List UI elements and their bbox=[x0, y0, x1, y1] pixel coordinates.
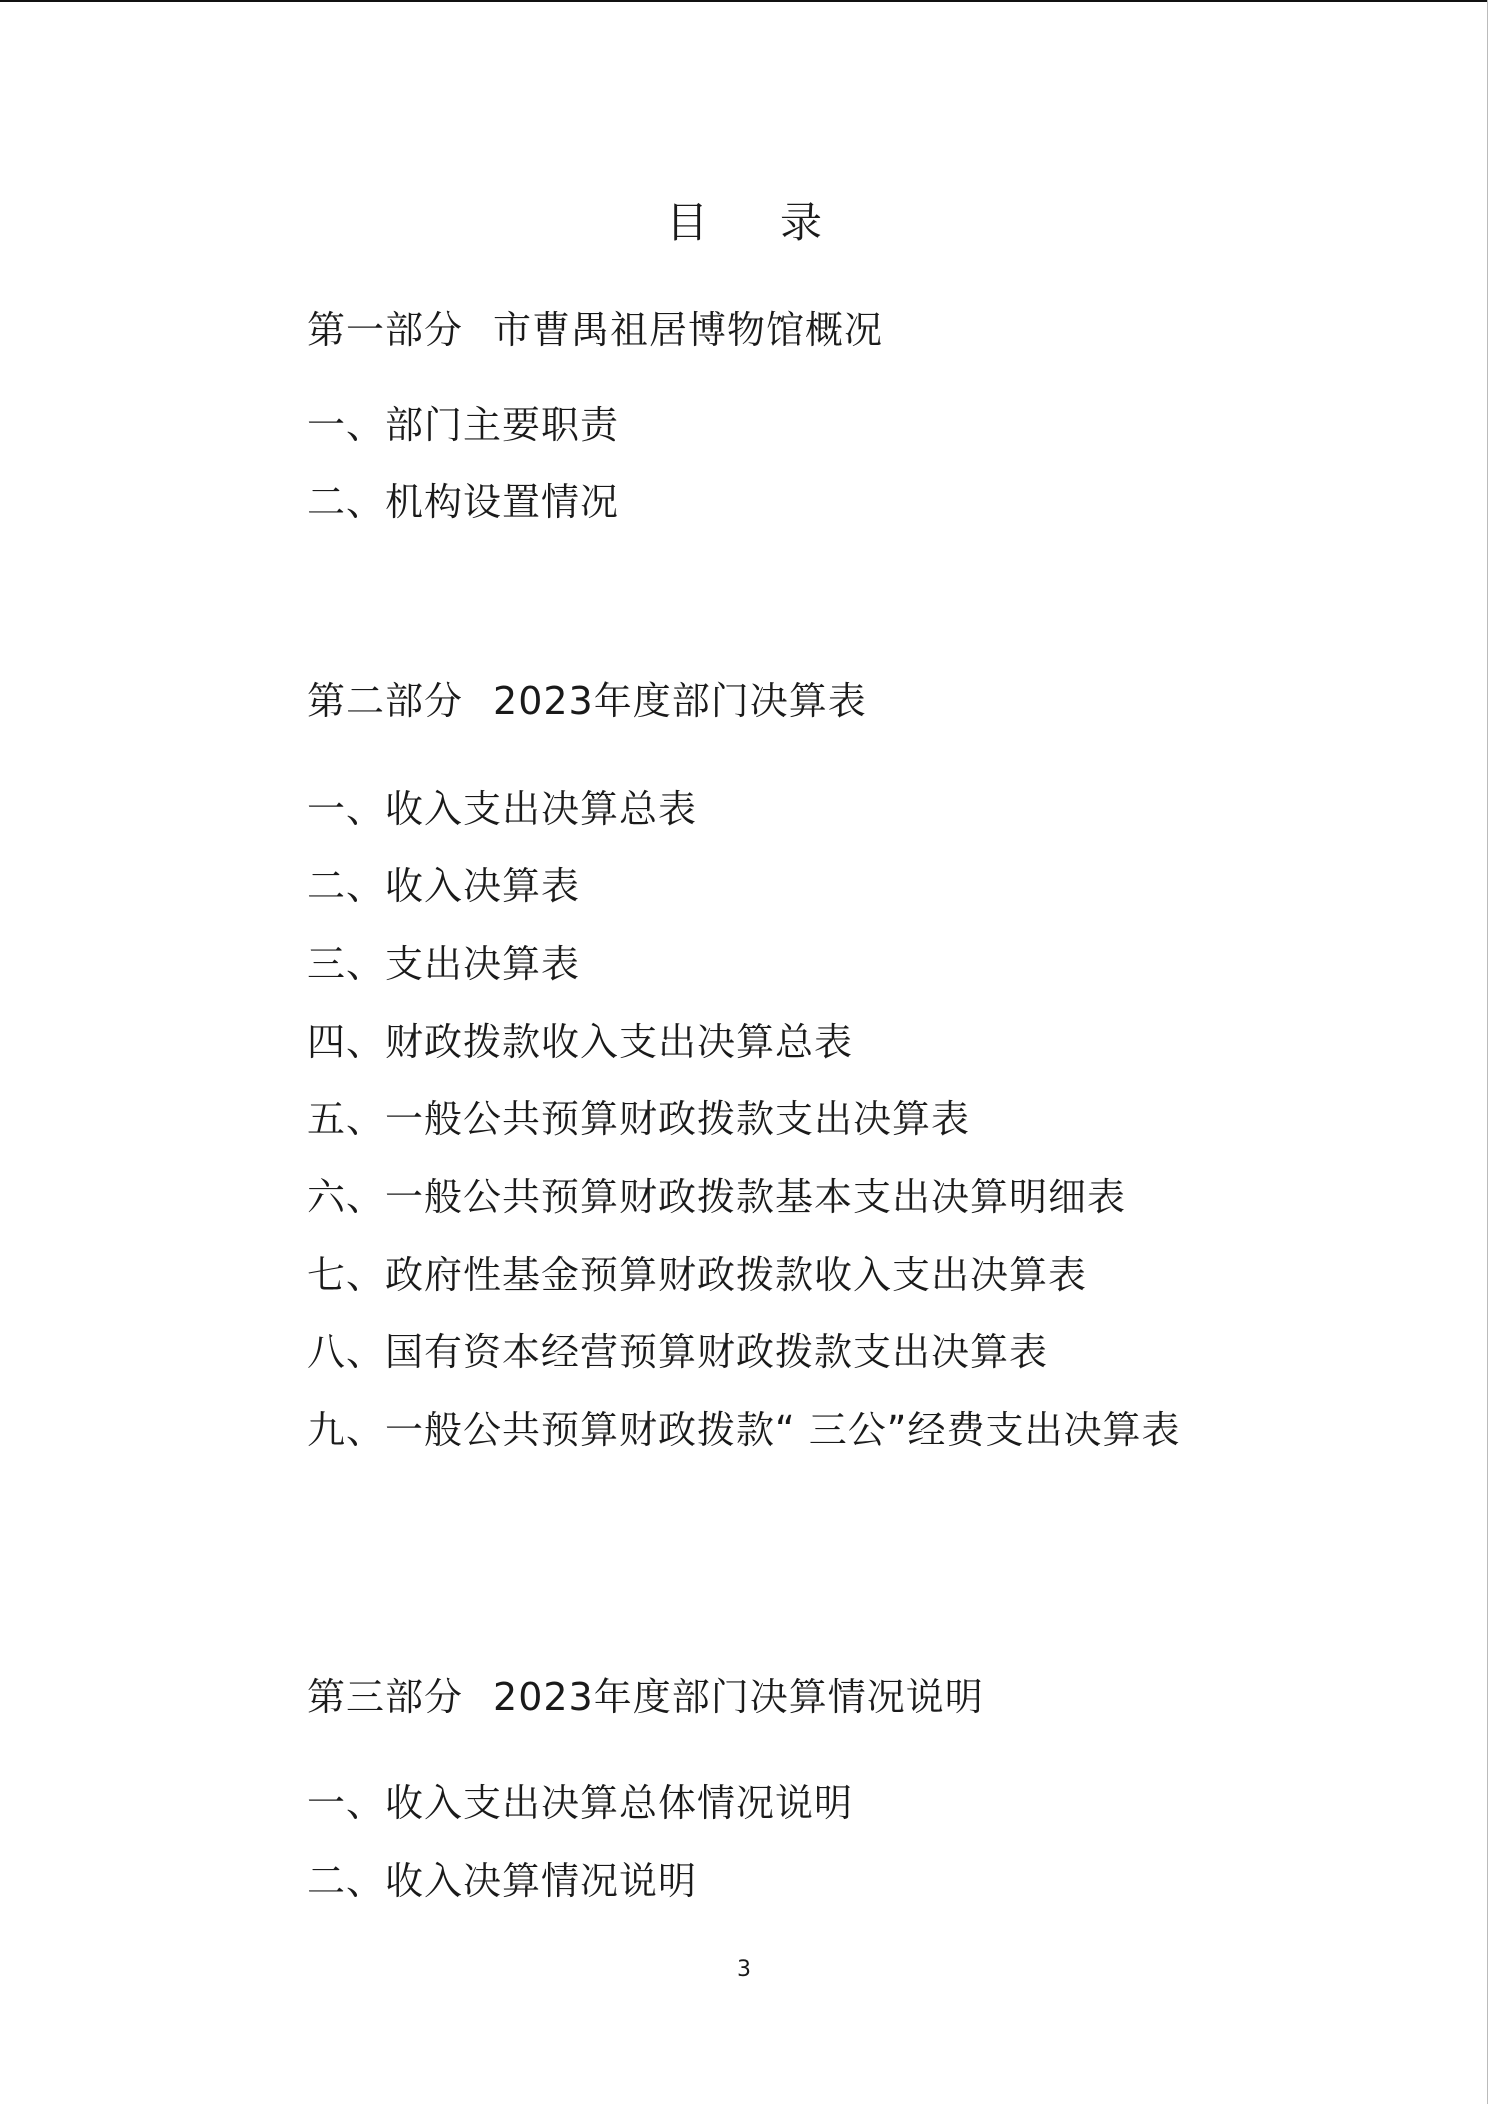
toc-item-part1-1: 一、部门主要职责 bbox=[307, 403, 620, 447]
toc-title: 目录 bbox=[665, 198, 894, 247]
part3-prefix: 第三部分 bbox=[307, 1675, 464, 1719]
toc-item-part2-9: 九、一般公共预算财政拨款“ 三公”经费支出决算表 bbox=[307, 1408, 1181, 1452]
toc-item-part2-6: 六、一般公共预算财政拨款基本支出决算明细表 bbox=[307, 1175, 1127, 1219]
toc-item-part2-4: 四、财政拨款收入支出决算总表 bbox=[307, 1020, 854, 1064]
part1-heading bbox=[307, 306, 883, 354]
toc-item-part2-3: 三、支出决算表 bbox=[307, 942, 581, 986]
toc-item-part2-7: 七、政府性基金预算财政拨款收入支出决算表 bbox=[307, 1253, 1088, 1297]
part3-title: 2023年度部门决算情况说明 bbox=[493, 1675, 984, 1719]
toc-item-part2-2: 二、收入决算表 bbox=[307, 864, 581, 908]
page-top-border bbox=[0, 0, 1488, 2]
toc-item-part3-1: 一、收入支出决算总体情况说明 bbox=[307, 1781, 854, 1825]
toc-item-part3-2: 二、收入决算情况说明 bbox=[307, 1859, 698, 1903]
toc-item-part2-5: 五、一般公共预算财政拨款支出决算表 bbox=[307, 1097, 971, 1141]
part2-heading bbox=[307, 677, 867, 725]
part1-prefix: 第一部分 bbox=[307, 308, 464, 352]
part2-title: 2023年度部门决算表 bbox=[493, 679, 867, 723]
part3-heading bbox=[307, 1673, 984, 1721]
toc-item-part2-1: 一、收入支出决算总表 bbox=[307, 787, 698, 831]
part2-prefix: 第二部分 bbox=[307, 679, 464, 723]
page-number: 3 bbox=[737, 1957, 751, 1982]
toc-item-part1-2: 二、机构设置情况 bbox=[307, 480, 620, 524]
part1-title: 市曹禺祖居博物馆概况 bbox=[493, 308, 884, 352]
toc-item-part2-8: 八、国有资本经营预算财政拨款支出决算表 bbox=[307, 1330, 1049, 1374]
